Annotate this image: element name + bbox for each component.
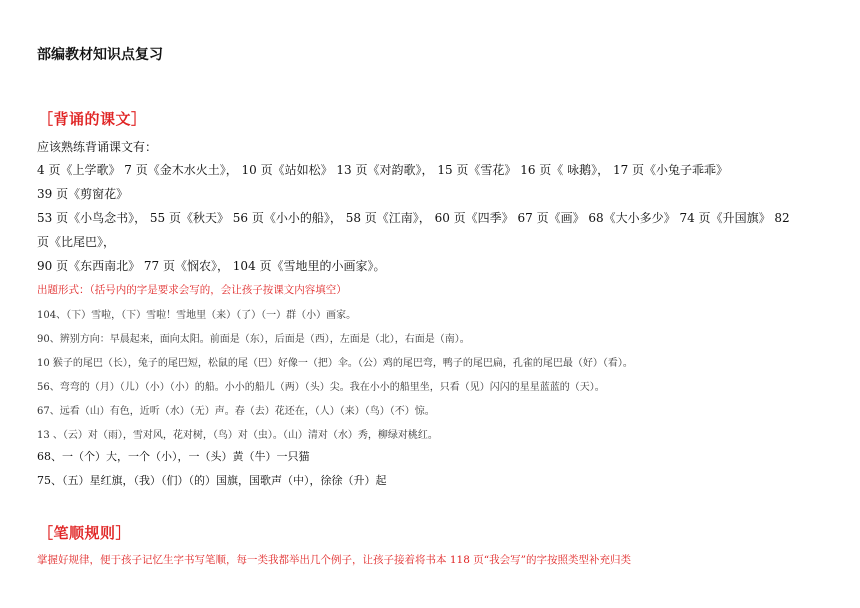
exercise-item: 56、弯弯的（月）（儿）（小）（小）的船。小小的船儿（两）（头）尖。我在小小的船里坐，只看（见）闪闪的星星蓝蓝的（天）。 bbox=[37, 382, 605, 393]
question-format-note: 出题形式：（括号内的字是要求会写的，会让孩子按课文内容填空） bbox=[37, 284, 347, 296]
lessons-line-3: 53 页《小鸟念书》， 55 页《秋天》 56 页《小小的船》， 58 页《江南》， 60 页《四季》 67 页《画》 68《大小多少》 74 页《升国旗》 82 bbox=[37, 211, 790, 225]
lessons-line-2: 39 页《剪窗花》 bbox=[37, 187, 129, 201]
section-heading-recitation: ［背诵的课文］ bbox=[38, 110, 147, 128]
section-heading-stroke-order: ［笔顺规则］ bbox=[38, 524, 132, 542]
exercise-item: 67、远看（山）有色，近听（水）（无）声。春（去）花还在，（人）（来）（鸟）（不）惊。 bbox=[37, 406, 435, 417]
stroke-order-note: 掌握好规律，便于孩子记忆生字书写笔顺，每一类我都举出几个例子，让孩子接着将书本 118 页“我会写”的字按照类型补充归类 bbox=[37, 554, 631, 566]
recitation-intro: 应该熟练背诵课文有： bbox=[37, 140, 158, 154]
exercise-item: 13 、（云）对（雨），雪对风，花对树，（鸟）对（虫）。（山）清对（水）秀，柳绿对桃红。 bbox=[37, 430, 438, 441]
exercise-item: 75、（五）星红旗，（我）（们）（的）国旗，国歌声（中），徐徐（升）起 bbox=[37, 474, 387, 487]
exercise-item: 104、（下）雪啦，（下）雪啦！雪地里（来）（了）（一）群（小）画家。 bbox=[37, 310, 357, 321]
lessons-line-1: 4 页《上学歌》 7 页《金木水火土》， 10 页《站如松》 13 页《对韵歌》， 15 页《雪花》 16 页《 咏鹅》， 17 页《小兔子乖乖》 bbox=[37, 163, 729, 177]
lessons-line-5: 90 页《东西南北》 77 页《悯农》， 104 页《雪地里的小画家》。 bbox=[37, 259, 386, 273]
exercise-item: 90、辨别方向：早晨起来，面向太阳。前面是（东），后面是（西），左面是（北），右面是（南）。 bbox=[37, 334, 470, 345]
exercise-item: 10 猴子的尾巴（长），兔子的尾巴短，松鼠的尾（巴）好像一（把）伞。（公）鸡的尾巴弯，鸭子的尾巴扁，孔雀的尾巴最（好）（看）。 bbox=[37, 358, 633, 369]
page-title: 部编教材知识点复习 bbox=[37, 47, 163, 63]
lessons-line-4: 页《比尾巴》， bbox=[37, 235, 116, 249]
exercise-item: 68、一（个）大，一个（小），一（头）黄（牛）一只猫 bbox=[37, 450, 310, 463]
